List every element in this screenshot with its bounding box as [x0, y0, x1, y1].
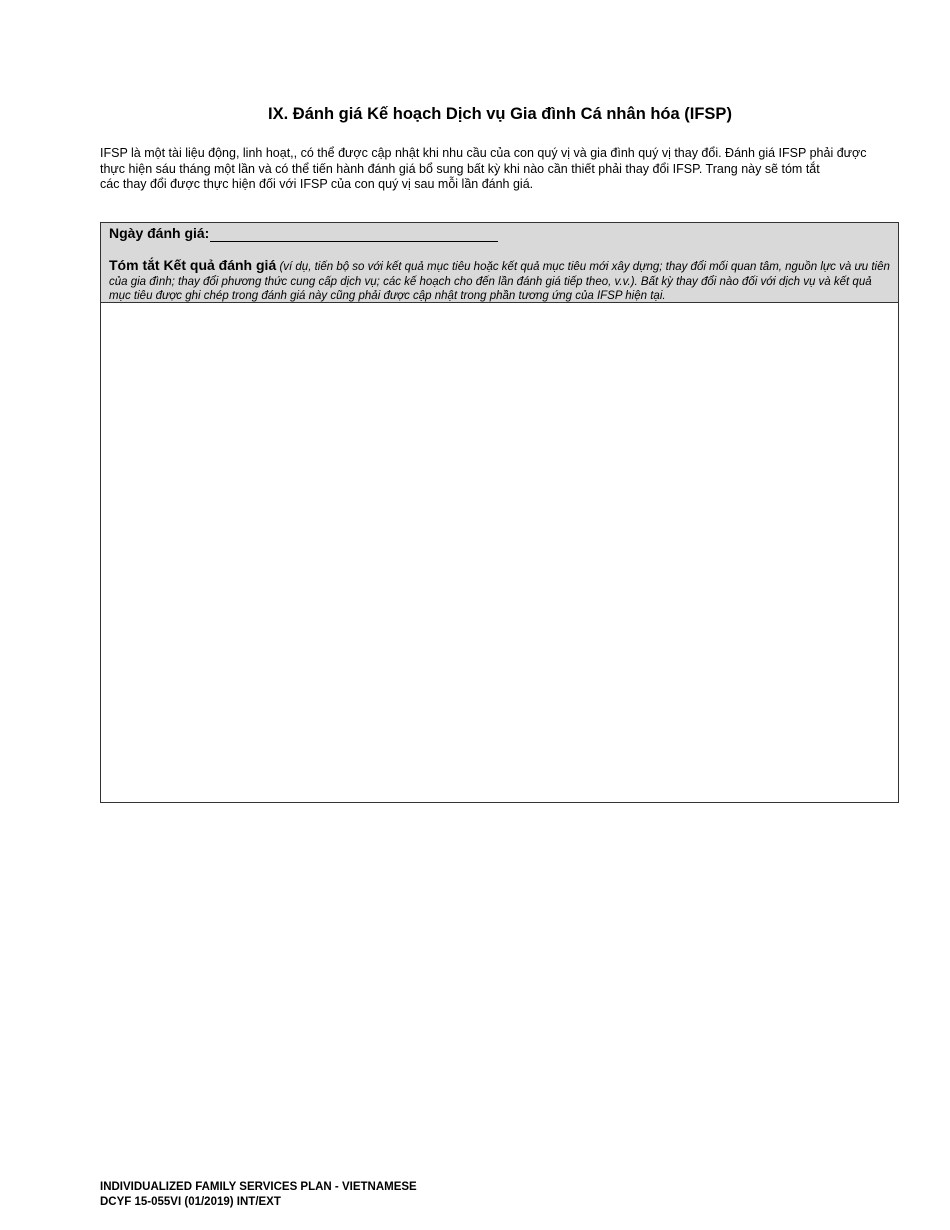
review-summary-heading	[109, 258, 890, 304]
intro-text	[100, 146, 890, 193]
review-date-label: Ngày đánh giá:	[109, 225, 210, 241]
review-form	[100, 222, 899, 803]
footer	[100, 1180, 417, 1209]
intro-paragraph-2: các thay đổi được thực hiện đối với IFSP của con quý vị sau mỗi lần đánh giá.	[100, 177, 534, 191]
review-summary-hint: (ví dụ, tiến bộ so với kết quả mục tiêu hoặc kết quả mục tiêu mới xây dựng; thay đổi mối quan tâm, nguồn lực và ưu tiên của gia đình; thay đổi phương thức cung cấp dịch vụ; các kế hoạch cho đến lần đánh giá tiếp theo, v.v.). Bất kỳ thay đổi nào đối với dịch vụ và kết quả mục tiêu được ghi chép trong đánh giá này cũng phải được cập nhật trong phần tương ứng của IFSP hiện tại.	[109, 261, 890, 302]
review-date-row	[109, 224, 890, 242]
intro-paragraph: IFSP là một tài liệu động, linh hoạt,, có thể được cập nhật khi nhu cầu của con quý vị và gia đình quý vị thay đổi. Đánh giá IFSP phải được thực hiện sáu tháng một lần và có thể tiến hành đánh giá bổ sung bất kỳ khi nào cần thiết phải thay đổi IFSP. Trang này sẽ tóm tắt	[100, 146, 867, 176]
review-date-field[interactable]	[210, 227, 498, 242]
footer-form-title: INDIVIDUALIZED FAMILY SERVICES PLAN - VIETNAMESE	[100, 1181, 417, 1193]
review-form-header	[101, 223, 898, 303]
review-summary-field[interactable]	[101, 303, 898, 803]
review-summary-label: Tóm tắt Kết quả đánh giá	[109, 257, 277, 273]
footer-form-number: DCYF 15-055VI (01/2019) INT/EXT	[100, 1195, 281, 1208]
page-title: IX. Đánh giá Kế hoạch Dịch vụ Gia đình Cá nhân hóa (IFSP)	[268, 105, 732, 123]
